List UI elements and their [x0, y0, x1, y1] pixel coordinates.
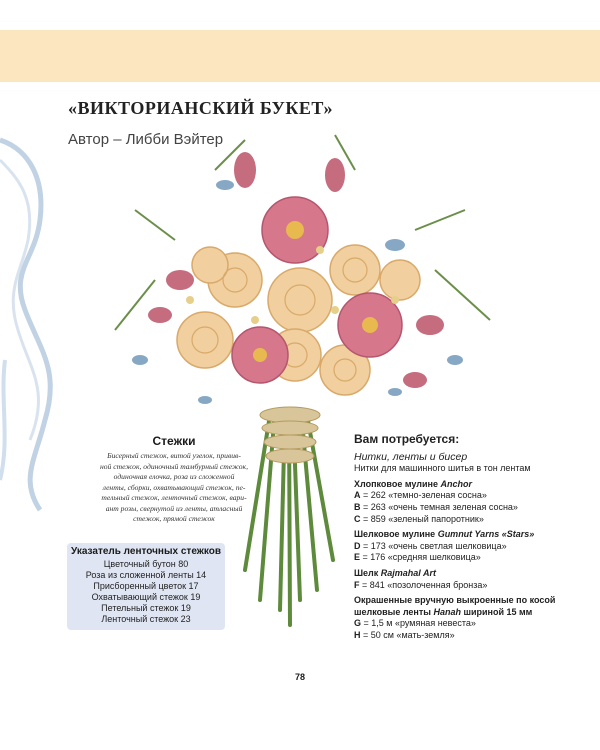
index-row: Ленточный стежок 23 — [101, 614, 191, 624]
materials-heading: Вам потребуется: — [354, 432, 460, 446]
anchor-brand: Anchor — [440, 478, 472, 489]
stitches-line: стежок, прямой стежок — [133, 514, 215, 523]
rajmahal-title-text: Шелк — [354, 567, 381, 578]
ribbon-illustration — [0, 120, 70, 520]
stitches-section — [64, 434, 284, 525]
material-text: = 859 «зеленый папоротник» — [360, 513, 484, 524]
stitches-heading: Стежки — [152, 434, 196, 448]
material-item — [354, 502, 594, 514]
index-row: Охватывающий стежок 19 — [91, 592, 201, 602]
material-text: = 50 см «мать-земля» — [360, 629, 455, 640]
material-key: D — [354, 540, 361, 551]
anchor-title — [354, 479, 594, 491]
hanah-title-line2 — [354, 607, 594, 619]
material-key: B — [354, 501, 361, 512]
material-text: = 173 «очень светлая шелковица» — [360, 540, 507, 551]
material-text: = 263 «очень темная зеленая сосна» — [360, 501, 518, 512]
material-item — [354, 552, 594, 564]
header-band — [0, 30, 600, 82]
material-key: E — [354, 552, 361, 563]
stitches-line: ной стежок, одиночный тамбурный стежок, — [99, 461, 248, 471]
material-item — [354, 541, 594, 553]
threads-title: Нитки, ленты и бисер — [354, 450, 468, 463]
rajmahal-title — [354, 568, 594, 580]
threads-section — [354, 452, 594, 475]
material-text: = 841 «позолоченная бронза» — [359, 579, 488, 590]
material-item — [354, 630, 594, 642]
hanah-title-text: шелковые ленты — [354, 606, 434, 617]
hanah-brand: Hanah — [433, 606, 461, 617]
stitches-line: ант розы, свернутой из ленты, атласный — [105, 503, 243, 513]
hanah-section — [354, 595, 594, 641]
material-key: H — [354, 629, 361, 640]
stitches-line: тельный стежок, ленточный стежок, вари- — [101, 493, 247, 502]
stitches-line: ленты, сборки, охватывающий стежок, пе- — [102, 482, 246, 492]
hanah-title-line1: Окрашенные вручную выкроенные по косой — [354, 595, 556, 606]
gumnut-section — [354, 529, 594, 564]
material-key: A — [354, 490, 361, 501]
page-title: «ВИКТОРИАНСКИЙ БУКЕТ» — [68, 98, 333, 118]
material-key: F — [354, 579, 360, 590]
material-item — [354, 618, 594, 630]
anchor-title-text: Хлопковое мулине — [354, 478, 441, 489]
gumnut-title-text: Шелковое мулине — [354, 529, 438, 540]
page-number: 78 — [294, 672, 305, 682]
material-text: = 1,5 м «румяная невеста» — [361, 618, 476, 629]
material-item — [354, 490, 594, 502]
material-key: G — [354, 618, 362, 629]
index-row: Роза из сложенной ленты 14 — [85, 570, 207, 580]
gumnut-brand: Gumnut Yarns «Stars» — [437, 529, 535, 540]
gumnut-title — [354, 529, 594, 541]
material-item — [354, 580, 594, 592]
hanah-width: шириной 15 мм — [460, 606, 533, 617]
index-row: Присборенный цветок 17 — [93, 581, 199, 591]
index-heading: Указатель ленточных стежков — [71, 546, 221, 557]
index-row: Цветочный бутон 80 — [103, 559, 189, 569]
stitches-line: одиночная елочка, роза из сложенной — [113, 472, 235, 481]
author-line: Автор – Либби Вэйтер — [68, 131, 224, 148]
material-text: = 176 «средняя шелковица» — [360, 552, 481, 563]
rajmahal-brand: Rajmahal Art — [380, 567, 436, 578]
stitches-line: Бисерный стежок, витой узелок, привив- — [107, 451, 241, 460]
index-row: Петельный стежок 19 — [101, 603, 191, 613]
ribbon-stitch-index — [67, 543, 225, 630]
material-key: C — [354, 513, 361, 524]
materials-section — [354, 434, 594, 642]
rajmahal-section — [354, 568, 594, 591]
anchor-section — [354, 479, 594, 525]
material-item — [354, 514, 594, 526]
threads-text: Нитки для машинного шитья в тон лентам — [354, 463, 531, 474]
material-text: = 262 «темно-зеленая сосна» — [360, 490, 487, 501]
stitches-list — [64, 451, 284, 525]
